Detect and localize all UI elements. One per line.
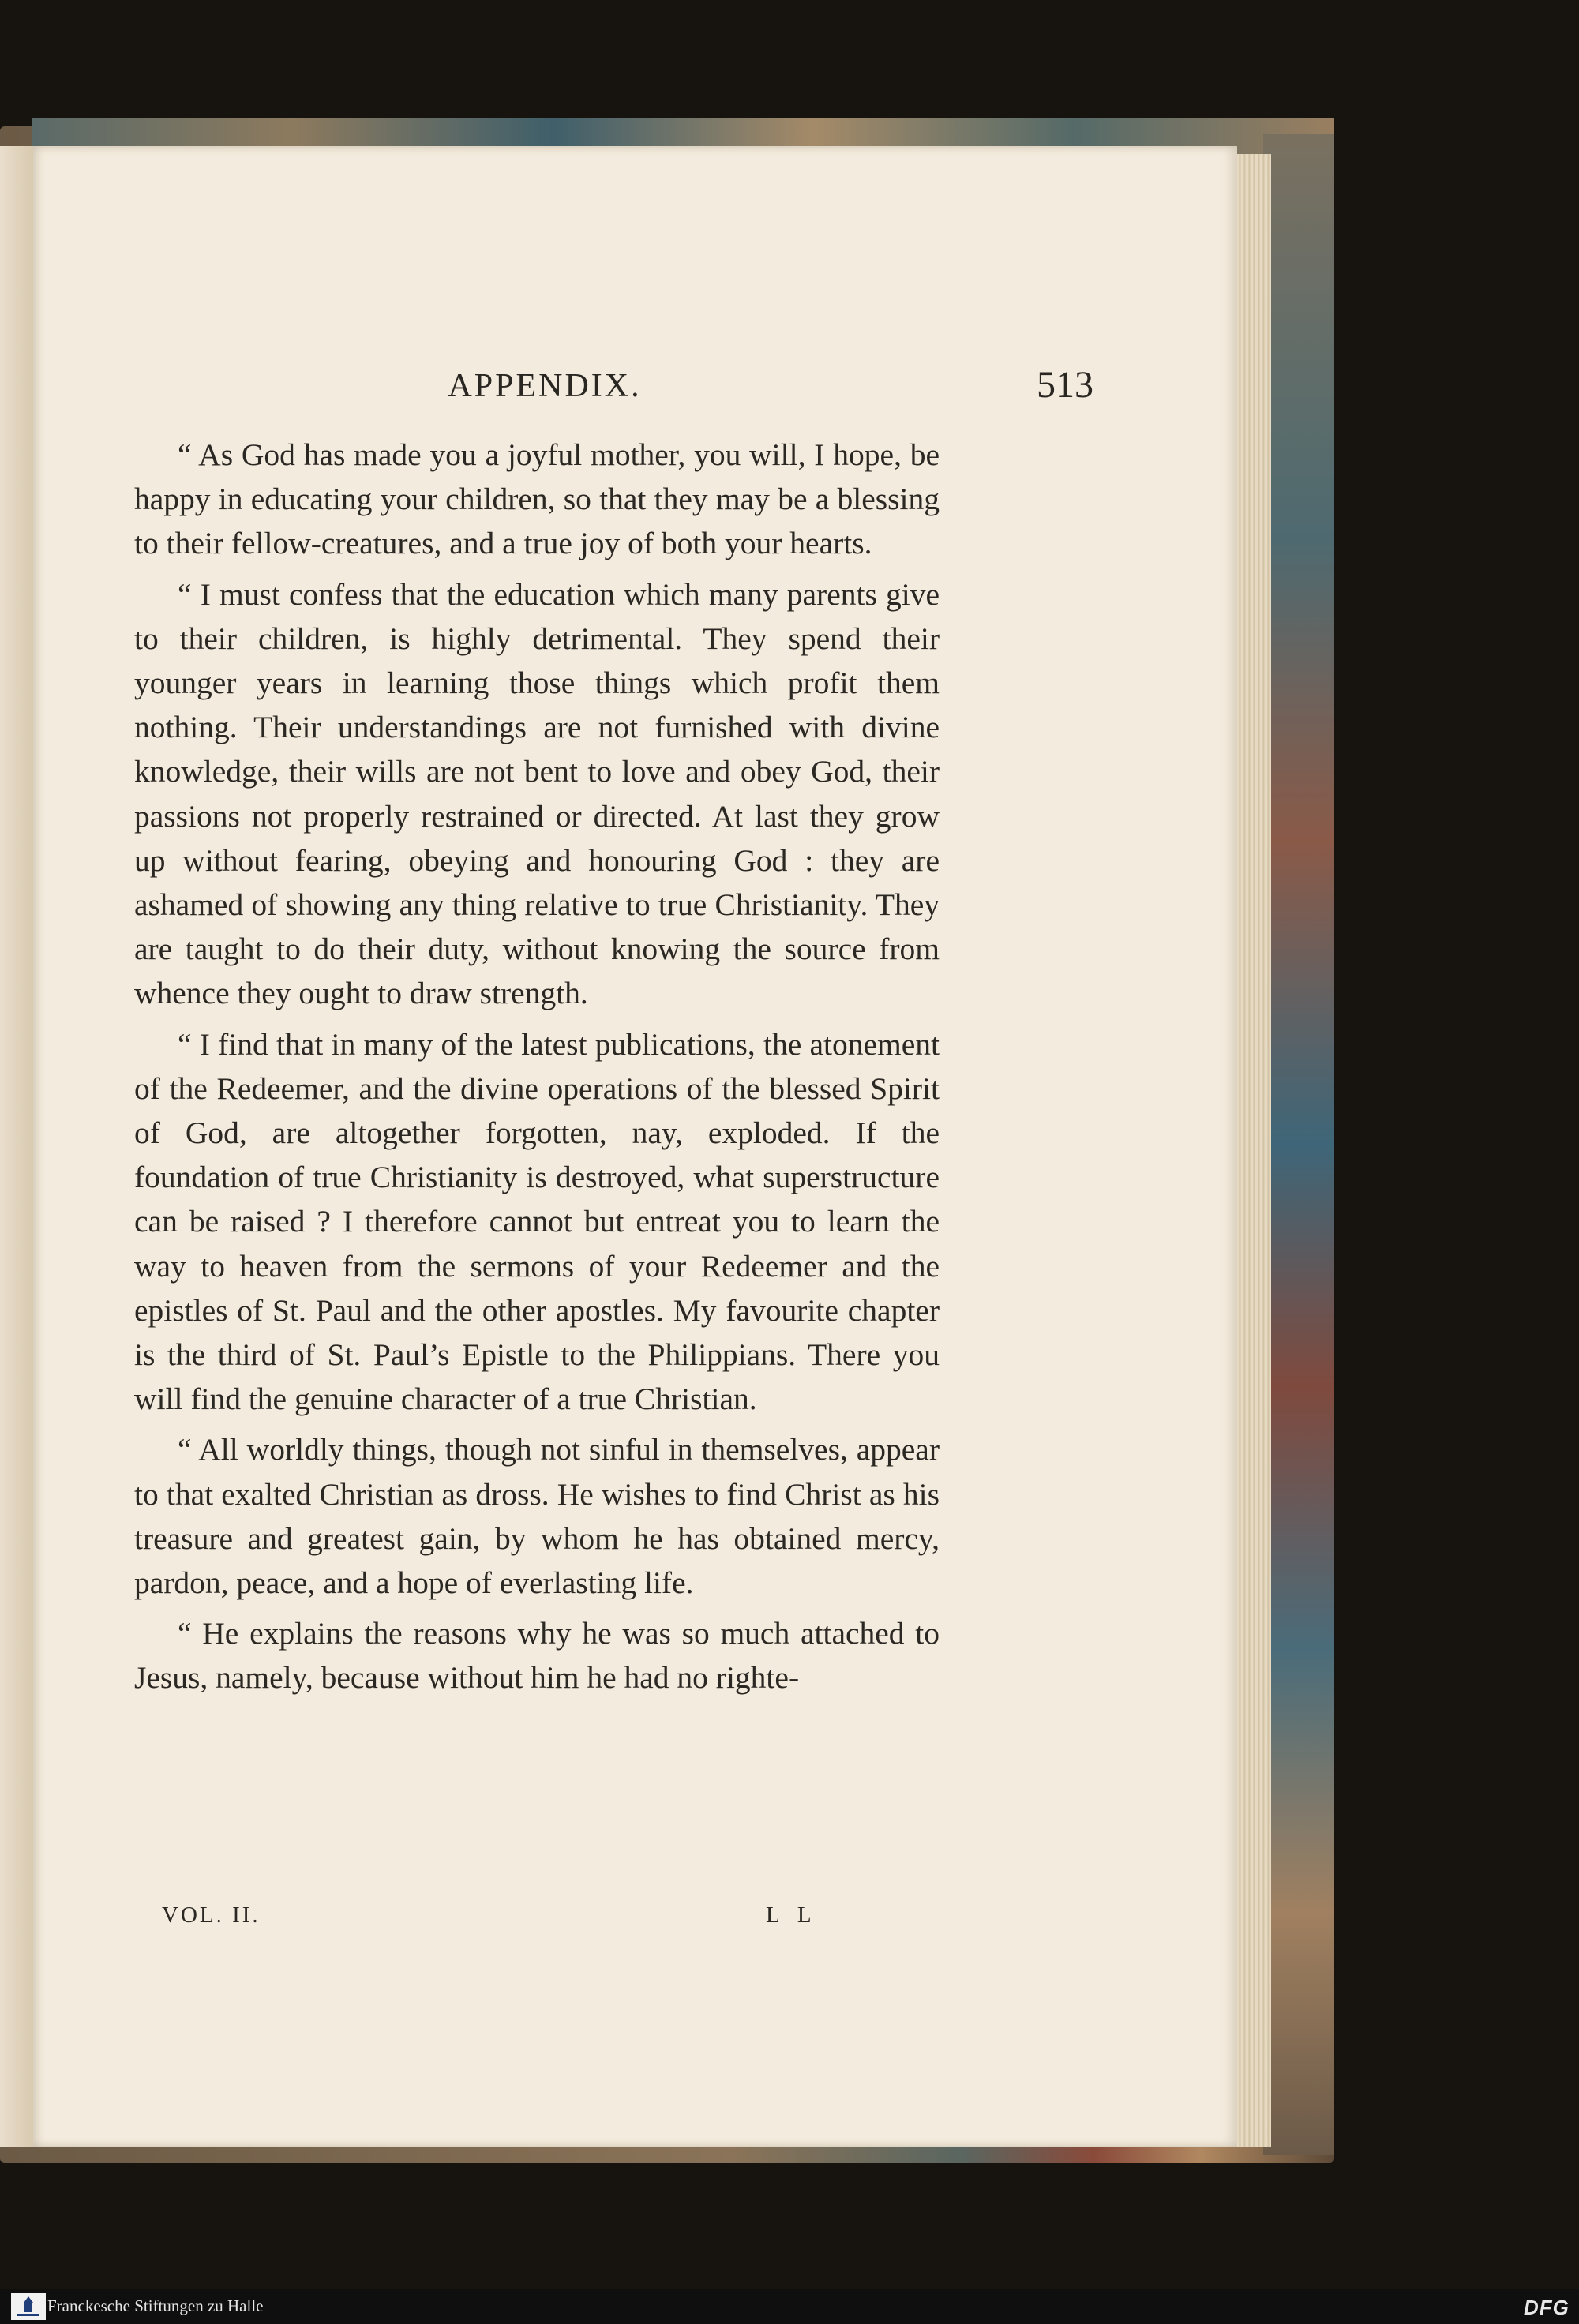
page-body [134,433,940,1707]
institution-logo-icon [11,2293,46,2320]
left-page-sliver [0,146,33,2147]
book-cover-marbled-edge [1263,134,1334,2155]
running-header: APPENDIX. [448,368,642,404]
paragraph: “ All worldly things, though not sinful in themselves, appear to that exalted Christian as dross. He wishes to find Christ as his treasure and greatest gain, by whom he has obtained mercy, pardon, peace, and a hope of everlasting life. [134,1432,940,1601]
signature-mark: L L [766,1902,818,1928]
paragraph: “ As God has made you a joyful mother, you will, I hope, be happy in educating your children, so that they may be a blessing to their fellow-creatures, and a true joy of both your hearts. [134,437,940,561]
dfg-logo: DFG [1524,2296,1570,2319]
paragraph: “ I must confess that the education which many parents give to their children, is highly detrimental. They spend their younger years in learning those things which profit them nothing. Their understandings are not furnished with divine knowledge, their wills are not bent to love and obey God, their passions not properly restrained or directed. At last they grow up without fearing, obeying and honouring God : they are ashamed of showing any thing relative to true Christianity. They are taught to do their duty, without knowing the source from whence they ought to draw strength. [134,576,940,1011]
paragraph: “ I find that in many of the latest publications, the atonement of the Redeemer, and the divine operations of the blessed Spirit of God, are altogether forgotten, nay, exploded. If the foundation of true Christianity is destroyed, what superstructure can be raised ? I therefore cannot but entreat you to learn the way to heaven from the sermons of your Redeemer and the epistles of St. Paul and the other apostles. My favourite chapter is the third of St. Paul’s Epistle to the Philippians. There you will find the genuine character of a true Christian. [134,1026,940,1417]
page-number: 513 [1037,364,1093,406]
paragraph: “ He explains the reasons why he was so much attached to Jesus, namely, because without him he had no righte- [134,1616,940,1696]
volume-footer: VOL. II. [162,1902,261,1928]
page-edges [1232,154,1271,2147]
institution-name[interactable]: Franckesche Stiftungen zu Halle [47,2296,264,2315]
